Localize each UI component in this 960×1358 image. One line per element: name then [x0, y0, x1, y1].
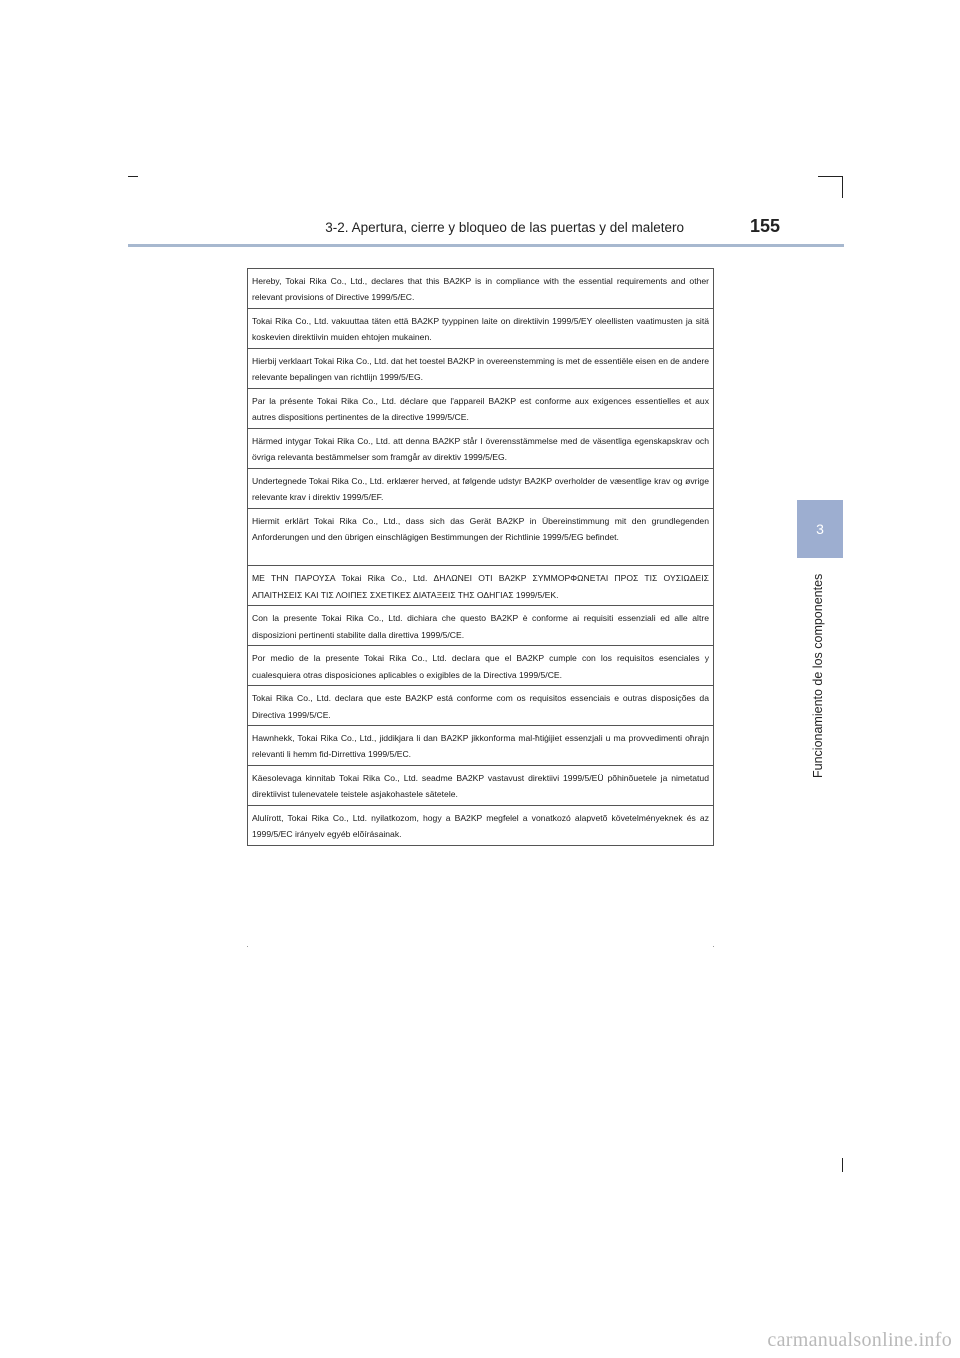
declaration-table [247, 268, 714, 846]
chapter-label: Funcionamiento de los componentes [811, 573, 825, 778]
declaration-de: Hiermit erklärt Tokai Rika Co., Ltd., dass sich das Gerät BA2KP in Übereinstimmung mit den grundlegenden Anforderungen und den übrigen einschlägigen Bestimmungen der Richtlinie 1999/5/EG befindet. [248, 509, 713, 566]
crop-mark-top-left [128, 176, 138, 177]
footer-tick-left [247, 946, 248, 947]
crop-mark-top-right-v [842, 176, 843, 198]
declaration-en: Hereby, Tokai Rika Co., Ltd., declares that this BA2KP is in compliance with the essential requirements and other relevant provisions of Directive 1999/5/EC. [248, 269, 713, 309]
declaration-el: ΜΕ ΤΗΝ ΠΑΡΟΥΣΑ Tokai Rika Co., Ltd. ΔΗΛΩΝΕΙ ΟΤΙ BA2KP ΣΥΜΜΟΡΦΩΝΕΤΑΙ ΠΡΟΣ ΤΙΣ ΟΥΣΙΩΔΕΙΣ ΑΠΑΙΤΗΣΕΙΣ ΚΑΙ ΤΙΣ ΛΟΙΠΕΣ ΣΧΕΤΙΚΕΣ ΔΙΑΤΑΞΕΙΣ ΤΗΣ ΟΔΗΓΙΑΣ 1999/5/ΕΚ. [248, 566, 713, 606]
declaration-fr: Par la présente Tokai Rika Co., Ltd. déclare que l'appareil BA2KP est conforme aux exigences essentielles et aux autres dispositions pertinentes de la directive 1999/5/CE. [248, 389, 713, 429]
declaration-nl: Hierbij verklaart Tokai Rika Co., Ltd. dat het toestel BA2KP in overeenstemming is met de essentiële eisen en de andere relevante bepalingen van richtlijn 1999/5/EG. [248, 349, 713, 389]
declaration-pt: Tokai Rika Co., Ltd. declara que este BA2KP está conforme com os requisitos essenciais e outras disposições da Directiva 1999/5/CE. [248, 686, 713, 726]
chapter-number: 3 [816, 521, 824, 537]
watermark: carmanualsonline.info [767, 1329, 952, 1351]
declaration-it: Con la presente Tokai Rika Co., Ltd. dichiara che questo BA2KP è conforme ai requisiti essenziali ed alle altre disposizioni pertinenti stabilite dalla direttiva 1999/5/CE. [248, 606, 713, 646]
crop-mark-bottom-right [842, 1158, 843, 1172]
header-rule [128, 244, 844, 247]
footer-tick-right [713, 946, 714, 947]
declaration-da: Undertegnede Tokai Rika Co., Ltd. erklærer herved, at følgende udstyr BA2KP overholder de væsentlige krav og øvrige relevante krav i direktiv 1999/5/EF. [248, 469, 713, 509]
chapter-tab [797, 500, 843, 558]
section-title: 3-2. Apertura, cierre y bloqueo de las puertas y del maletero [325, 220, 684, 235]
declaration-hu: Alulírott, Tokai Rika Co., Ltd. nyilatkozom, hogy a BA2KP megfelel a vonatkozó alapvetõ követelményeknek és az 1999/5/EC irányelv egyéb elõírásainak. [252, 813, 709, 840]
declaration-es: Por medio de la presente Tokai Rika Co., Ltd. declara que el BA2KP cumple con los requisitos esenciales y cualesquiera otras disposiciones aplicables o exigibles de la Directiva 1999/5/CE. [248, 646, 713, 686]
declaration-sv: Härmed intygar Tokai Rika Co., Ltd. att denna BA2KP står I överensstämmelse med de väsentliga egenskapskrav och övriga relevanta bestämmelser som framgår av direktiv 1999/5/EG. [248, 429, 713, 469]
declaration-fi: Tokai Rika Co., Ltd. vakuuttaa täten että BA2KP tyyppinen laite on direktiivin 1999/5/EY oleellisten vaatimusten ja sitä koskevien direktiivin muiden ehtojen mukainen. [248, 309, 713, 349]
declaration-et: Käesolevaga kinnitab Tokai Rika Co., Ltd. seadme BA2KP vastavust direktiivi 1999/5/EÜ põhinõuetele ja nimetatud direktiivist tulenevatele teistele asjakohastele sätetele. [248, 766, 713, 806]
page-number: 155 [749, 216, 780, 236]
declaration-mt: Hawnhekk, Tokai Rika Co., Ltd., jiddikjara li dan BA2KP jikkonforma mal-ħtiġijiet essenzjali u ma provvedimenti oħrajn relevanti li hemm fid-Dirrettiva 1999/5/EC. [248, 726, 713, 766]
crop-mark-top-right-h [818, 176, 843, 177]
